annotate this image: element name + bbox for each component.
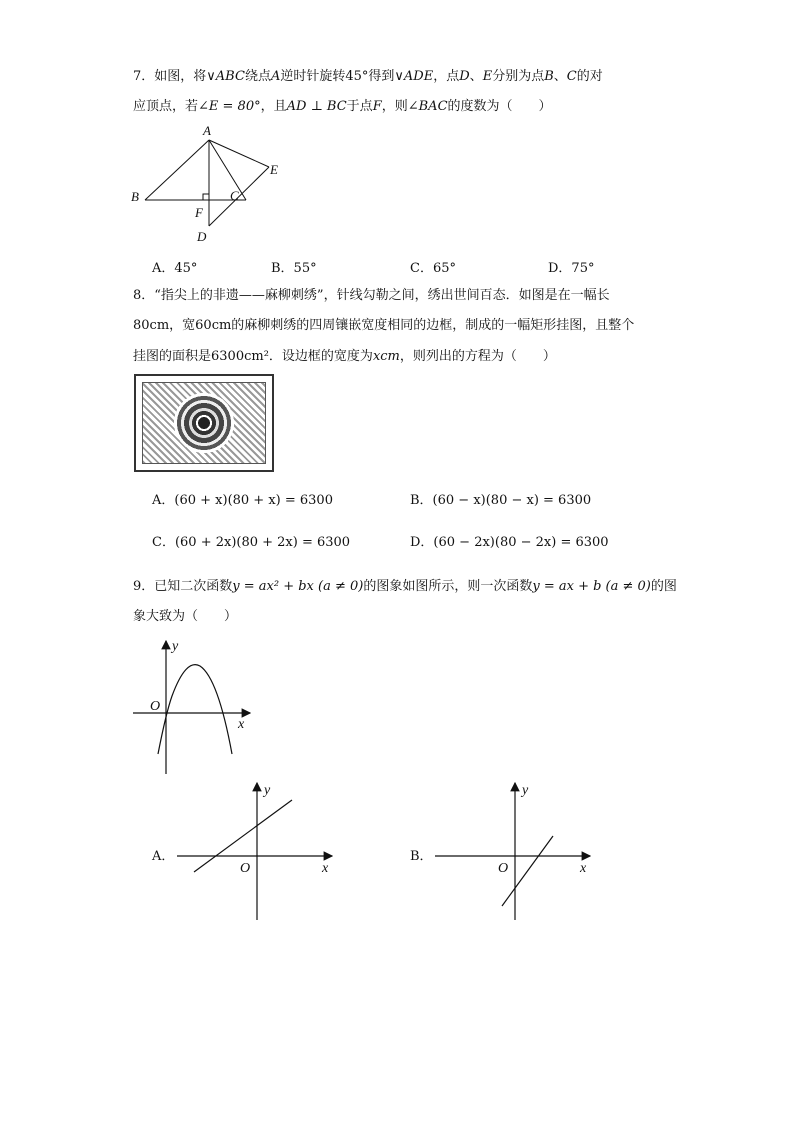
label-x: x: [322, 861, 329, 876]
label-x: x: [238, 717, 245, 732]
segment-ae: [209, 140, 269, 167]
option-b-graph: [430, 778, 598, 924]
triangle-ade: ∨ADE: [394, 69, 434, 84]
label-y: y: [172, 639, 179, 654]
q7-text: 的对: [576, 69, 603, 84]
q7-text: ，点: [433, 69, 460, 84]
q7-text: 绕点: [244, 69, 271, 84]
right-angle-mark: [203, 194, 209, 200]
label-e: E: [270, 162, 278, 177]
label-d: D: [197, 229, 207, 244]
option-a-graph: [172, 778, 340, 924]
q9-line-1: [133, 578, 677, 596]
q8-line-3: [133, 348, 556, 366]
q7-option-a[interactable]: A．45°: [152, 261, 198, 276]
q8-option-a[interactable]: A．(60 + x)(80 + x) = 6300: [152, 493, 333, 508]
embroidery-picture: [134, 374, 274, 472]
variable-x: xcm: [372, 349, 400, 364]
parabola-graph: [128, 636, 258, 778]
q8-text: 挂图的面积是: [133, 349, 212, 364]
label-x: x: [580, 861, 587, 876]
line-graph-b: [502, 836, 553, 906]
q7-line-1: [133, 68, 603, 86]
q9-text: 的图: [650, 579, 677, 594]
q8-text: ，则列出的方程为（ ）: [399, 349, 556, 364]
segment-ab: [145, 140, 209, 200]
segment-de: [209, 167, 269, 226]
q7-text: 、: [553, 69, 567, 84]
triangle-abc: ∨ABC: [206, 69, 245, 84]
point-e: E: [482, 69, 493, 84]
q7-line-2: [133, 98, 552, 116]
q9-text: 的图象如图所示，则一次函数: [363, 579, 533, 594]
label-y: y: [522, 783, 529, 798]
q7-option-b[interactable]: B．55°: [271, 261, 317, 276]
q7-text: 的度数为（ ）: [447, 99, 552, 114]
q8-line-1: 8．“指尖上的非遗——麻柳刺绣”，针线勾勒之间，绣出世间百态．如图是在一幅长: [133, 288, 610, 303]
angle-e: ∠E = 80°: [198, 99, 261, 114]
point-b: B: [544, 69, 554, 84]
embroidery-pattern: [142, 382, 266, 464]
q8-option-d[interactable]: D．(60 − 2x)(80 − 2x) = 6300: [410, 535, 609, 550]
perpendicular-statement: AD ⊥ BC: [286, 99, 347, 114]
area-value: 6300cm²: [211, 349, 269, 364]
q7-option-c[interactable]: C．65°: [410, 261, 456, 276]
label-origin: O: [240, 861, 251, 876]
q8-text: ．设边框的宽度为: [268, 349, 373, 364]
label-a: A: [203, 123, 211, 138]
label-y: y: [264, 783, 271, 798]
q8-option-c[interactable]: C．(60 + 2x)(80 + 2x) = 6300: [152, 535, 351, 550]
q7-text: 、: [469, 69, 483, 84]
q7-option-d[interactable]: D．75°: [548, 261, 595, 276]
q7-text: 分别为点: [492, 69, 545, 84]
linear-function: y = ax + b (a ≠ 0): [532, 579, 651, 594]
point-d: D: [459, 69, 470, 84]
q9-option-b[interactable]: B．: [410, 849, 433, 864]
label-f: F: [195, 205, 203, 220]
label-c: C: [230, 188, 239, 203]
q7-triangle-figure: [125, 120, 295, 248]
parabola-curve: [158, 665, 232, 754]
label-origin: O: [150, 699, 161, 714]
point-c: C: [566, 69, 577, 84]
q9-line-2: 象大致为（ ）: [133, 609, 238, 624]
point-a: A: [270, 69, 281, 84]
segment-ac: [209, 140, 246, 200]
q7-text: 7．如图，将: [133, 69, 207, 84]
label-origin: O: [498, 861, 509, 876]
q7-text: ，则: [381, 99, 408, 114]
q9-text: 9．已知二次函数: [133, 579, 233, 594]
label-b: B: [131, 189, 139, 204]
q7-text: 于点: [346, 99, 373, 114]
point-f: F: [372, 99, 382, 114]
q8-option-b[interactable]: B．(60 − x)(80 − x) = 6300: [410, 493, 592, 508]
q7-text: ，且: [260, 99, 287, 114]
q7-text: 逆时针旋转45°得到: [280, 69, 395, 84]
q7-text: 应顶点，若: [133, 99, 199, 114]
quadratic-function: y = ax² + bx (a ≠ 0): [232, 579, 364, 594]
q8-line-2: 80cm，宽60cm的麻柳刺绣的四周镶嵌宽度相同的边框，制成的一幅矩形挂图，且整个: [133, 318, 635, 333]
q9-option-a[interactable]: A．: [152, 849, 175, 864]
angle-bac: ∠BAC: [407, 99, 448, 114]
